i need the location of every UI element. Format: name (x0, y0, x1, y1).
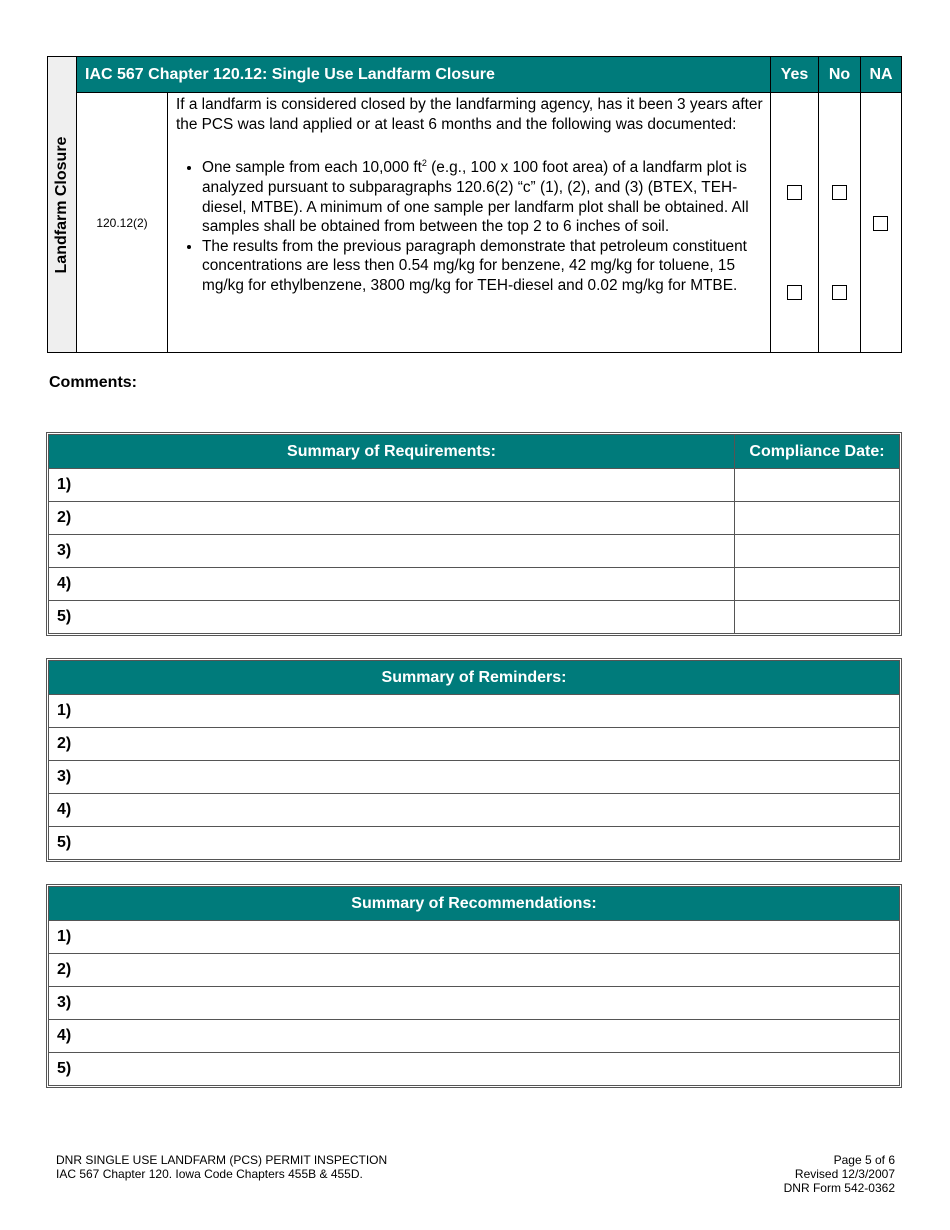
side-label: Landfarm Closure (53, 136, 70, 273)
requirements-header: Summary of Requirements: (49, 435, 735, 469)
side-label-cell (48, 57, 77, 353)
requirement-row[interactable]: 1) (49, 469, 735, 502)
yes-checkbox-2[interactable] (787, 285, 802, 300)
yes-checkbox-1[interactable] (787, 185, 802, 200)
page-number: Page 5 of 6 (833, 1153, 895, 1167)
recommendation-row[interactable]: 3) (49, 987, 900, 1020)
recommendations-table (46, 884, 902, 1088)
compliance-date-cell[interactable] (735, 502, 900, 535)
footer-right (784, 1153, 895, 1195)
na-column-header: NA (861, 57, 902, 93)
compliance-date-cell[interactable] (735, 535, 900, 568)
reminders-header: Summary of Reminders: (49, 661, 900, 695)
yes-cell (771, 93, 819, 353)
na-checkbox[interactable] (873, 216, 888, 231)
question-text-cell (168, 93, 771, 353)
criteria-item-results: • The results from the previous paragraph demonstrate that petroleum constituent concentrations are less then 0.54 mg/kg for benzene, 42 mg/kg for toluene, 15 mg/kg for ethylbenzene, 3800 mg/kg for TEH-diesel and 0.02 mg/kg for MTBE. (202, 237, 764, 296)
recommendation-row[interactable]: 5) (49, 1053, 900, 1086)
comments-label: Comments: (49, 374, 138, 391)
closure-table (47, 56, 902, 353)
footer-left (56, 1153, 387, 1181)
recommendations-header: Summary of Recommendations: (49, 887, 900, 921)
footer-form-title: DNR SINGLE USE LANDFARM (PCS) PERMIT INSPECTION (56, 1153, 388, 1167)
compliance-date-header: Compliance Date: (735, 435, 900, 469)
reminders-table (46, 658, 902, 862)
na-cell (861, 93, 902, 353)
requirements-table (46, 432, 902, 636)
recommendation-row[interactable]: 2) (49, 954, 900, 987)
yes-column-header: Yes (771, 57, 819, 93)
recommendation-row[interactable]: 4) (49, 1020, 900, 1053)
compliance-date-cell[interactable] (735, 601, 900, 634)
reminder-row[interactable]: 2) (49, 728, 900, 761)
requirement-row[interactable]: 3) (49, 535, 735, 568)
no-checkbox-1[interactable] (832, 185, 847, 200)
question-intro: If a landfarm is considered closed by the landfarming agency, has it been 3 years after the PCS was land applied or at least 6 months and the following was documented: (176, 96, 763, 133)
reminder-row[interactable]: 1) (49, 695, 900, 728)
reminder-row[interactable]: 5) (49, 827, 900, 860)
requirement-row[interactable]: 5) (49, 601, 735, 634)
reminder-row[interactable]: 4) (49, 794, 900, 827)
criteria-item-sampling: • One sample from each 10,000 $ft^2$ (e.g., 100 x 100 foot area) of a landfarm plot is analyzed pursuant to subparagraphs 120.6(2) “c” (1), (2), and (3) (BTEX, TEH-diesel, MTBE). A minimum of one sample per landfarm plot shall be obtained. All samples shall be obtained from between the top 2 to 6 inches of soil. (202, 154, 764, 237)
recommendation-row[interactable]: 1) (49, 921, 900, 954)
compliance-date-cell[interactable] (735, 469, 900, 502)
rule-code: 120.12(2) (77, 93, 168, 353)
reminder-row[interactable]: 3) (49, 761, 900, 794)
requirement-row[interactable]: 2) (49, 502, 735, 535)
revision-date: Revised 12/3/2007 (794, 1167, 895, 1181)
no-column-header: No (819, 57, 861, 93)
closure-header-title: IAC 567 Chapter 120.12: Single Use Landfarm Closure (77, 57, 771, 93)
no-cell (819, 93, 861, 353)
footer-code-reference: IAC 567 Chapter 120. Iowa Code Chapters 455B & 455D. (56, 1167, 363, 1181)
no-checkbox-2[interactable] (832, 285, 847, 300)
requirement-row[interactable]: 4) (49, 568, 735, 601)
compliance-date-cell[interactable] (735, 568, 900, 601)
form-number: DNR Form 542-0362 (783, 1181, 895, 1195)
criteria-list (176, 154, 764, 295)
